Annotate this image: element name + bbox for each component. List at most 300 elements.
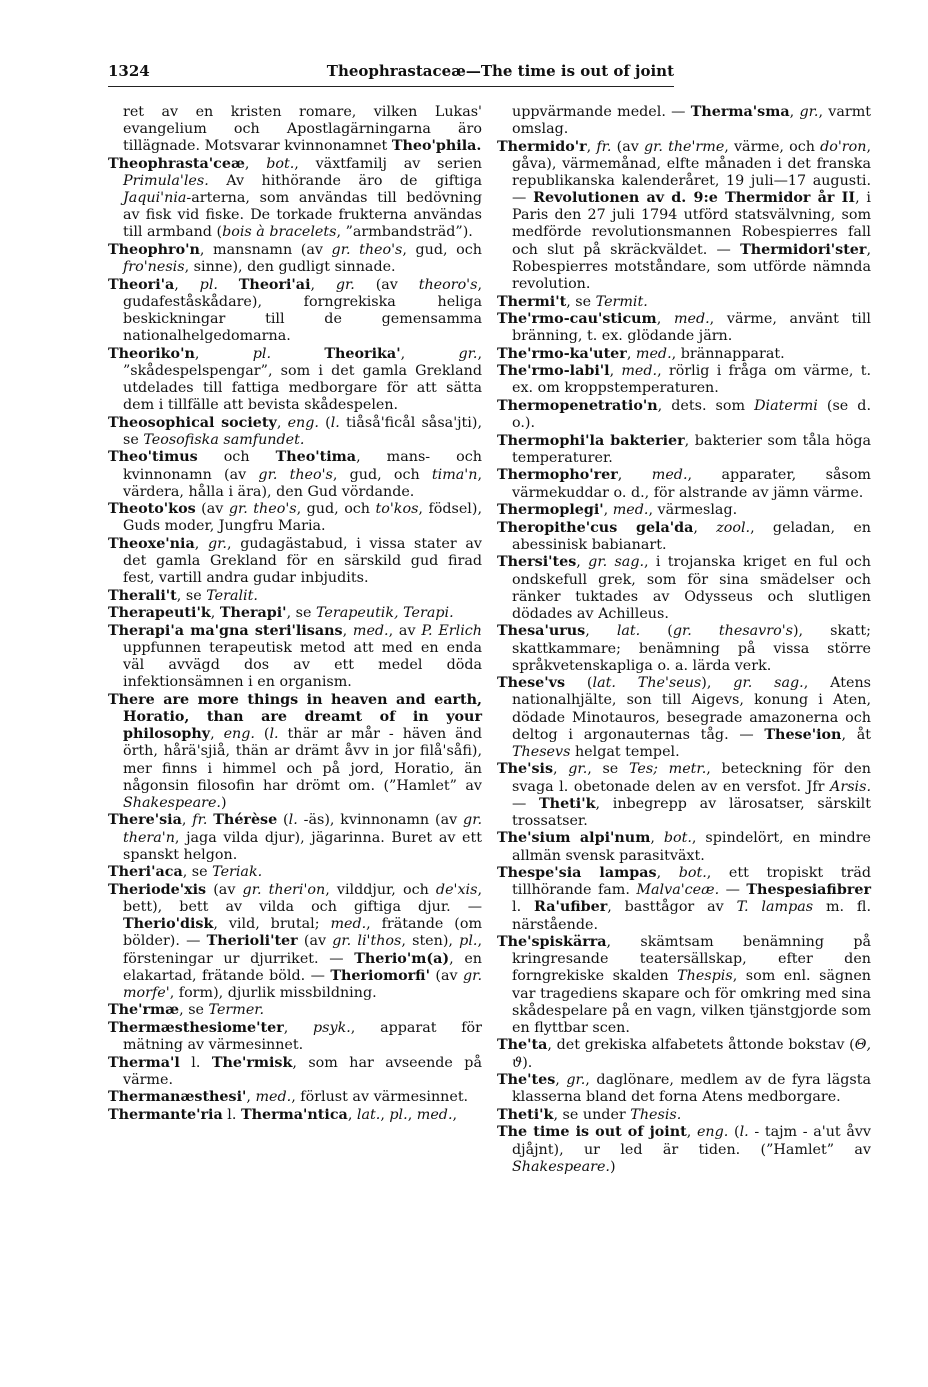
- italic-text: gr.: [799, 104, 819, 120]
- headword: Therio'disk: [123, 916, 214, 933]
- headword: Therapi': [219, 605, 287, 622]
- entry-text: , gud, och: [296, 501, 376, 518]
- italic-text: tima'n: [431, 466, 478, 483]
- italic-text: Thesis.: [630, 1106, 682, 1123]
- italic-text: Θ, ϑ: [512, 1037, 871, 1071]
- entry-text: ): [220, 794, 227, 811]
- italic-text: Teriak.: [212, 864, 263, 881]
- entry-text: ,: [210, 726, 224, 743]
- headword: The'sium alpi'num: [497, 830, 651, 847]
- header-rule: [108, 86, 674, 87]
- entry-text: ,: [553, 761, 569, 778]
- headword: Therali't: [108, 587, 177, 604]
- headword: Thermidori'ster: [740, 241, 867, 258]
- headword: Theori'a: [108, 276, 175, 293]
- dictionary-entry: [497, 398, 871, 432]
- italic-text: gr. sag.: [588, 554, 645, 571]
- italic-text: zool.: [716, 519, 751, 536]
- headword: The'rmisk: [211, 1054, 293, 1071]
- page-number: 1324: [108, 62, 150, 80]
- entry-text: ,: [342, 622, 353, 639]
- headword: Therapi'a ma'gna steri'lisans: [108, 622, 343, 639]
- entry-text: (: [277, 812, 289, 829]
- italic-text: gr. the'rme: [643, 138, 725, 155]
- italic-text: med.: [612, 502, 649, 519]
- headword: There are more things in heaven and earth, Horatio, than are dreamt of in your philosophy: [108, 692, 482, 743]
- entry-text: , förlust av värmesinnet.: [291, 1089, 469, 1106]
- italic-text: bot.: [663, 830, 692, 847]
- entry-text: helgat tempel.: [570, 743, 680, 760]
- italic-text: gr. theo's: [331, 242, 403, 259]
- headword: Therioli'ter: [206, 933, 298, 950]
- headword: Theriomorfi': [330, 967, 430, 984]
- entry-text: (av: [429, 967, 464, 984]
- entry-text: (: [318, 414, 331, 431]
- italic-text: gr. theri'on: [242, 881, 326, 898]
- dictionary-entry: [108, 1020, 482, 1054]
- entry-text: ,: [246, 1089, 256, 1106]
- entry-text: (: [640, 623, 673, 640]
- entry-text: ,: [626, 345, 636, 362]
- dictionary-entry: [497, 865, 871, 934]
- entry-text: , mans- och kvinnonamn (av: [123, 449, 482, 483]
- italic-text: do'ron: [820, 138, 867, 155]
- dictionary-entry: [108, 864, 482, 881]
- headword: Theophrasta'ceæ: [108, 155, 245, 172]
- entry-text: ,: [586, 138, 597, 155]
- entry-text: ,: [347, 1106, 357, 1123]
- italic-text: gr. li'thos: [332, 933, 402, 950]
- entry-text: , form), djurlik missbildning.: [169, 984, 377, 1001]
- dictionary-entry: [108, 882, 482, 1002]
- italic-text: pl.: [389, 1106, 408, 1123]
- entry-text: ,: [656, 865, 679, 882]
- entry-text: , som har avseende på värme.: [123, 1054, 482, 1088]
- italic-text: Terapeutik, Terapi.: [316, 605, 454, 622]
- dictionary-entry: [497, 502, 871, 519]
- entry-text: ).: [522, 1054, 533, 1071]
- entry-text: ,: [174, 276, 200, 293]
- entry-text: , gud, och: [402, 242, 483, 259]
- headword: Revolutionen av d. 9:e Thermidor år II: [533, 190, 856, 207]
- entry-text: (: [254, 726, 270, 743]
- entry-text: [218, 277, 239, 293]
- entry-text: (av: [354, 276, 419, 293]
- dictionary-entry: [497, 761, 871, 830]
- entry-text: ,: [194, 345, 253, 362]
- entry-text: ,: [656, 311, 674, 328]
- entry-text: ,: [789, 104, 800, 120]
- italic-text: psyk.: [313, 1019, 351, 1036]
- headword: These'ion: [764, 726, 842, 743]
- entry-text: , som enl. sägnen var tragediens skapare och för omkring med sina skådespelare på en vagn, vilken tjänstgjorde som en flyttbar scen.: [512, 968, 872, 1036]
- entry-text: tiåså'ficål såsa'jti), se: [123, 414, 482, 448]
- entry-text: ,: [380, 1106, 390, 1123]
- entry-text: uppfunnen terapeutisk metod att med en enda väl avvägd dos av ett medel döda infektionsämnen i en organism.: [123, 640, 482, 691]
- dictionary-entry: [497, 433, 871, 467]
- entry-text: ,: [400, 345, 459, 362]
- italic-text: Jaqui'nia: [123, 190, 187, 207]
- entry-text: ,: [576, 554, 589, 571]
- entry-text: ): [609, 1158, 616, 1175]
- italic-text: med.: [352, 622, 389, 639]
- entry-text: , jaga vilda djur), jägarinna. Buret av ett spanskt helgon.: [123, 829, 482, 863]
- entry-text: thär ar mår - häven änd örth, hårä'sjiå, thän ar drämt åvv in jor filå'såfi), mer finns i himmel och på jord, Horatio, än någonsin filosofin har drömt om. (”Hamlet” av: [123, 726, 483, 794]
- dictionary-entry: [497, 554, 871, 623]
- entry-text: , ett tropiskt träd tillhörande fam.: [512, 865, 871, 899]
- italic-text: de'xis: [435, 881, 478, 898]
- headword: The'spiskärra: [497, 934, 607, 951]
- entry-text: , värdera, hålla i ära), den Gud vördande.: [123, 466, 482, 500]
- italic-text: gr. morfe': [123, 967, 482, 1001]
- dictionary-entry: [108, 623, 482, 692]
- entry-text: (av: [195, 501, 229, 518]
- entry-text: ,: [686, 1124, 697, 1141]
- dictionary-entry: [108, 588, 482, 605]
- entry-text: ,: [181, 812, 193, 829]
- entry-text: , spindelört, en mindre allmän svensk parasitväxt.: [512, 830, 871, 864]
- dictionary-entry: [108, 605, 482, 622]
- headword: Therio'm(a): [354, 950, 450, 967]
- entry-text: [271, 346, 324, 362]
- italic-text: l.: [330, 414, 340, 431]
- entry-text: , mansnamn (av: [199, 242, 332, 259]
- entry-text: , Atens nationalhjälte, son till Aigevs, konung i Aten, dödade Minotauros, besegrade amazonerna och deltog i argonauternas tåg. —: [512, 675, 871, 743]
- entry-text: ,: [693, 519, 717, 536]
- dictionary-entry: [497, 1107, 871, 1124]
- dictionary-entry: [497, 520, 871, 554]
- italic-text: theoro's: [418, 276, 478, 293]
- dictionary-entry: [108, 536, 482, 587]
- headword: Thermophi'la bakterier: [497, 432, 685, 449]
- italic-text: Teosofiska samfundet.: [143, 431, 305, 448]
- entry-text: , daglönare, medlem av de fyra lägsta klasserna bland det forna Atens medborgare.: [512, 1072, 872, 1106]
- italic-text: gr.: [335, 276, 355, 293]
- dictionary-entry: [108, 346, 482, 415]
- headword: Thermopenetratio'n: [497, 398, 658, 414]
- entry-text: ,: [283, 1019, 314, 1036]
- dictionary-entry: [497, 675, 871, 761]
- headword: Thespe'sia lampas: [497, 865, 657, 882]
- headword: Theo'timus: [108, 449, 198, 466]
- entry-text: ,: [276, 414, 288, 431]
- entry-text: ,: [650, 830, 664, 847]
- entry-text: , åt: [841, 726, 871, 743]
- entry-text: , ”skådespelspengar”, som i det gamla Grekland utdelades till fattiga medborgare för att sätta dem i tillfälle att bevista skådespelen.: [123, 345, 482, 414]
- headword: The'tes: [497, 1072, 556, 1089]
- italic-text: Termit.: [595, 293, 648, 310]
- italic-text: gr.: [566, 1072, 586, 1089]
- dictionary-entry: [108, 692, 482, 812]
- italic-text: med.: [673, 311, 710, 328]
- entry-text: , värme, använt till bränning, t. ex. glödande järn.: [512, 311, 871, 345]
- entry-text: - tajm - a'ut åvv djåjnt), ur led är tiden. (”Hamlet” av: [512, 1124, 872, 1158]
- italic-text: Arsis.: [830, 778, 871, 795]
- entry-text: , av: [388, 622, 422, 639]
- headword: The'ta: [497, 1037, 548, 1054]
- entry-text: , födsel), Guds moder, Jungfru Maria.: [123, 501, 483, 535]
- italic-text: lat.: [356, 1106, 381, 1123]
- entry-text: , se: [179, 1002, 209, 1019]
- italic-text: bois à bracelets: [222, 224, 337, 241]
- entry-text: (se d. o.).: [512, 398, 871, 432]
- entry-text: , en elakartad, frätande böld. —: [123, 950, 482, 984]
- dictionary-entry: [108, 1055, 482, 1089]
- dictionary-entry: [108, 1107, 482, 1124]
- headword: Thersi'tes: [497, 554, 577, 571]
- right-column: [497, 104, 871, 1176]
- dictionary-entry: [497, 1037, 871, 1071]
- italic-text: bot.: [266, 155, 295, 172]
- dictionary-entry: [108, 501, 482, 535]
- headword: The'rmæ: [108, 1002, 180, 1019]
- italic-text: gr. theo's: [258, 466, 333, 483]
- headword: Therapeuti'k: [108, 605, 211, 622]
- dictionary-entry: [497, 139, 871, 293]
- headword: Thermæsthesiome'ter: [108, 1019, 284, 1036]
- entry-text: , frätande (om bölder). —: [123, 916, 482, 950]
- entry-text: ,: [194, 536, 208, 553]
- italic-text: med.: [651, 467, 688, 484]
- entry-text: , i Paris den 27 juli 1794 utförd statsvälvning, som medförde revolutionsmannen Robespierres fall och slut på skräckväldet. —: [512, 190, 871, 258]
- running-head: Theophrastaceæ—The time is out of joint: [326, 62, 674, 80]
- entry-text: —: [512, 795, 540, 812]
- entry-text: Av hithörande äro de giftiga: [208, 173, 482, 190]
- entry-text: , försteningar ur djurriket. —: [123, 933, 482, 967]
- headword: Theori'ai: [238, 276, 311, 293]
- italic-text: pl.: [199, 276, 218, 293]
- headword: Theti'k: [497, 1106, 554, 1123]
- entry-text: , bett), bett av vilda och giftiga djur. —: [123, 881, 482, 916]
- dictionary-entry: [497, 830, 871, 864]
- headword: Thermanæsthesi': [108, 1089, 247, 1106]
- entry-text: -arterna, som användas till bedövning av fisk vid fiske. De torkade frukterna användas till armband (: [123, 190, 482, 241]
- headword: Theri'aca: [108, 864, 183, 881]
- italic-text: gr. thesavro's: [672, 623, 793, 640]
- headword: Theo'phila.: [391, 138, 482, 155]
- entry-text: ), skatt; skattkammare; benämning på vissa större språkvetenskapliga o. a. lärda verk.: [512, 623, 871, 674]
- dictionary-entry: [108, 156, 482, 242]
- entry-text: , se: [182, 864, 213, 881]
- dictionary-entry: [497, 311, 871, 345]
- entry-text: (: [565, 675, 593, 692]
- entry-text: , ”armbandsträd”).: [336, 224, 473, 241]
- entry-text: ,: [407, 1106, 417, 1123]
- headword: Ra'ufiber: [533, 899, 608, 916]
- headword: The'sis: [497, 761, 554, 778]
- entry-text: (: [728, 1124, 740, 1141]
- entry-text: ,: [452, 1106, 458, 1123]
- italic-text: gr.: [458, 345, 478, 362]
- italic-text: l.: [739, 1124, 749, 1141]
- entry-text: , gåva), värmemånad, elfte månaden i det franska republikanska kalenderåret, 19 juli—17 augusti. —: [512, 138, 871, 207]
- italic-text: med.: [330, 916, 367, 933]
- italic-text: med.: [416, 1106, 453, 1123]
- italic-text: Diatermi: [754, 398, 818, 414]
- headword: Theorika': [324, 345, 401, 362]
- italic-text: to'kos: [375, 501, 419, 518]
- headword: Therma'ntica: [240, 1106, 348, 1123]
- italic-text: fro'nesis: [123, 259, 185, 276]
- entry-text: , beteckning för den svaga l. obetonade delen av en versfot. Jfr: [512, 761, 872, 795]
- entry-text: , sinne), den gudligt sinnade.: [184, 259, 396, 276]
- headword: Thesa'urus: [497, 623, 586, 640]
- italic-text: fr.: [192, 812, 208, 829]
- headword: The'rmo-labi'l: [497, 363, 610, 380]
- dictionary-entry: [108, 277, 482, 346]
- italic-text: eng.: [696, 1124, 729, 1141]
- dictionary-entry: [497, 294, 871, 311]
- entry-text: , se under: [553, 1106, 631, 1123]
- dictionary-entry: [497, 346, 871, 363]
- headword: Theosophical society: [108, 414, 277, 431]
- italic-text: eng.: [287, 414, 319, 431]
- italic-text: gr.: [568, 761, 588, 778]
- entry-text: ,: [310, 276, 336, 293]
- entry-text: , gudagästabud, i vissa stater av det gamla Grekland för en särskild gud firad fest, vartill andra gudar inbjudits.: [123, 536, 482, 587]
- headword: Theropithe'cus gela'da: [497, 519, 694, 536]
- entry-text: , sten),: [401, 933, 460, 950]
- entry-text: , se: [587, 761, 629, 778]
- italic-text: T. lampas: [736, 899, 814, 916]
- entry-text: (av: [206, 881, 243, 898]
- dictionary-entry: [497, 467, 871, 501]
- entry-text: , brännapparat.: [671, 345, 785, 362]
- entry-text: , växtfamilj av serien: [294, 155, 482, 172]
- entry-text: , se: [176, 587, 207, 604]
- headword: Thermi't: [497, 293, 567, 310]
- dictionary-entry: [497, 623, 871, 674]
- italic-text: gr. thera'n: [123, 812, 483, 846]
- entry-text: ,: [603, 502, 613, 519]
- italic-text: Thespis: [677, 968, 733, 985]
- entry-text: , skämtsam benämning på kringresande teatersällskap, efter den forngrekiske skalden: [512, 934, 871, 985]
- entry-text: l.: [179, 1054, 212, 1071]
- headword: There'sia: [108, 812, 182, 829]
- italic-text: Thesevs: [512, 743, 571, 760]
- italic-text: pl.: [252, 345, 272, 362]
- entry-text: -äs), kvinnonamn (av: [297, 812, 464, 829]
- headword: Theophro'n: [108, 242, 200, 259]
- entry-text: l.: [222, 1106, 241, 1123]
- italic-text: gr. theo's: [228, 501, 297, 518]
- headword: Thermante'ria: [108, 1106, 223, 1123]
- headword: Thérèse: [213, 812, 278, 829]
- page-header: [108, 58, 674, 84]
- entry-text: , gud, och: [332, 466, 432, 483]
- headword: Thespesiafibrer: [746, 882, 871, 899]
- dictionary-entry: [108, 812, 482, 863]
- dictionary-entry: [108, 104, 482, 155]
- entry-text: , Robespierres motståndare, som utförde nämnda revolution.: [512, 241, 871, 292]
- italic-text: Malva'ceæ.: [636, 882, 720, 899]
- dictionary-entry: [497, 104, 871, 138]
- italic-text: bot.: [678, 865, 707, 882]
- entry-text: , basttågor av: [607, 899, 737, 916]
- entry-text: ),: [701, 675, 734, 692]
- italic-text: lat. The'seus: [592, 675, 702, 692]
- italic-text: pl.: [459, 933, 478, 950]
- italic-text: med.: [255, 1089, 292, 1106]
- entry-text: m. fl. närstående.: [512, 899, 871, 933]
- headword: Theo'tima: [275, 449, 357, 466]
- headword: Theoxe'nia: [108, 536, 195, 553]
- italic-text: Shakespeare.: [512, 1158, 610, 1175]
- entry-text: (av: [297, 933, 333, 950]
- headword: Thermido'r: [497, 138, 587, 155]
- dictionary-entry: [497, 1072, 871, 1106]
- dictionary-entry: [497, 1124, 871, 1175]
- entry-text: , se: [566, 293, 596, 310]
- entry-text: , vild, brutal;: [213, 916, 331, 933]
- entry-text: ,: [617, 467, 652, 484]
- headword: Therma'l: [108, 1054, 180, 1071]
- italic-text: Teralit.: [206, 587, 258, 604]
- entry-text: , vilddjur, och: [325, 881, 436, 898]
- headword: Thermoplegi': [497, 502, 604, 519]
- entry-text: , dets. som: [657, 398, 755, 414]
- entry-text: ,: [609, 363, 622, 380]
- italic-text: Tes; metr.: [628, 761, 707, 778]
- entry-text: ,: [244, 155, 267, 172]
- entry-text: , bakterier som tåla höga temperaturer.: [512, 432, 872, 466]
- entry-text: ,: [555, 1072, 567, 1089]
- italic-text: fr.: [596, 138, 612, 155]
- entry-text: , i trojanska kriget en ful och ondskefull grek, som för sina smädelser och ränker tuktades av Odysseus och slutligen dödades av Achilleus.: [512, 554, 872, 622]
- dictionary-entry: [108, 242, 482, 276]
- headword: Thermopho'rer: [497, 467, 618, 484]
- entry-text: , värme, och: [724, 138, 821, 155]
- entry-text: , geladan, en abessinisk babianart.: [512, 519, 871, 553]
- entry-text: , apparat för mätning av värmesinnet.: [123, 1019, 482, 1054]
- entry-text: (av: [611, 138, 644, 155]
- italic-text: lat.: [616, 623, 641, 640]
- dictionary-entry: [108, 1089, 482, 1106]
- entry-text: l.: [512, 899, 534, 916]
- entry-text: ,: [585, 623, 617, 640]
- entry-text: , värmeslag.: [648, 502, 738, 519]
- headword: These'vs: [497, 675, 566, 692]
- entry-text: , apparater, såsom värmekuddar o. d., för alstrande av jämn värme.: [512, 467, 871, 501]
- entry-text: , gudafeståskådare), forngrekiska heliga beskickningar till de gemensamma nationalhelgedomarna.: [123, 276, 482, 345]
- dictionary-entry: [108, 415, 482, 449]
- entry-text: ret av en kristen romare, vilken Lukas' evangelium och Apostlagärningarna äro tillägnade. Motsvarar kvinnonamnet: [123, 104, 482, 155]
- headword: The'rmo-ka'uter: [497, 345, 627, 362]
- dictionary-entry: [108, 1002, 482, 1019]
- headword: Theriode'xis: [108, 881, 207, 898]
- italic-text: med.: [621, 363, 658, 380]
- entry-text: —: [719, 882, 747, 899]
- italic-text: l.: [288, 812, 298, 829]
- italic-text: gr. sag.: [733, 675, 804, 692]
- headword: Theoto'kos: [108, 501, 196, 518]
- headword: The time is out of joint: [497, 1124, 687, 1141]
- italic-text: Primula'les.: [123, 173, 209, 190]
- entry-text: , rörlig i fråga om värme, t. ex. om kroppstemperaturen.: [512, 363, 872, 397]
- italic-text: eng.: [223, 726, 255, 743]
- entry-text: , det grekiska alfabetets åttonde bokstav (: [547, 1037, 855, 1054]
- entry-text: ,: [210, 605, 220, 622]
- italic-text: P. Erlich: [421, 622, 482, 639]
- dictionary-entry: [497, 934, 871, 1037]
- entry-text: , inbegrepp av lärosatser, särskilt trossatser.: [512, 795, 871, 829]
- headword: Theti'k: [539, 795, 596, 812]
- italic-text: Shakespeare.: [123, 794, 221, 811]
- dictionary-entry: [108, 449, 482, 500]
- left-column: [108, 104, 482, 1124]
- headword: Theoriko'n: [108, 345, 195, 362]
- dictionary-entry: [497, 363, 871, 397]
